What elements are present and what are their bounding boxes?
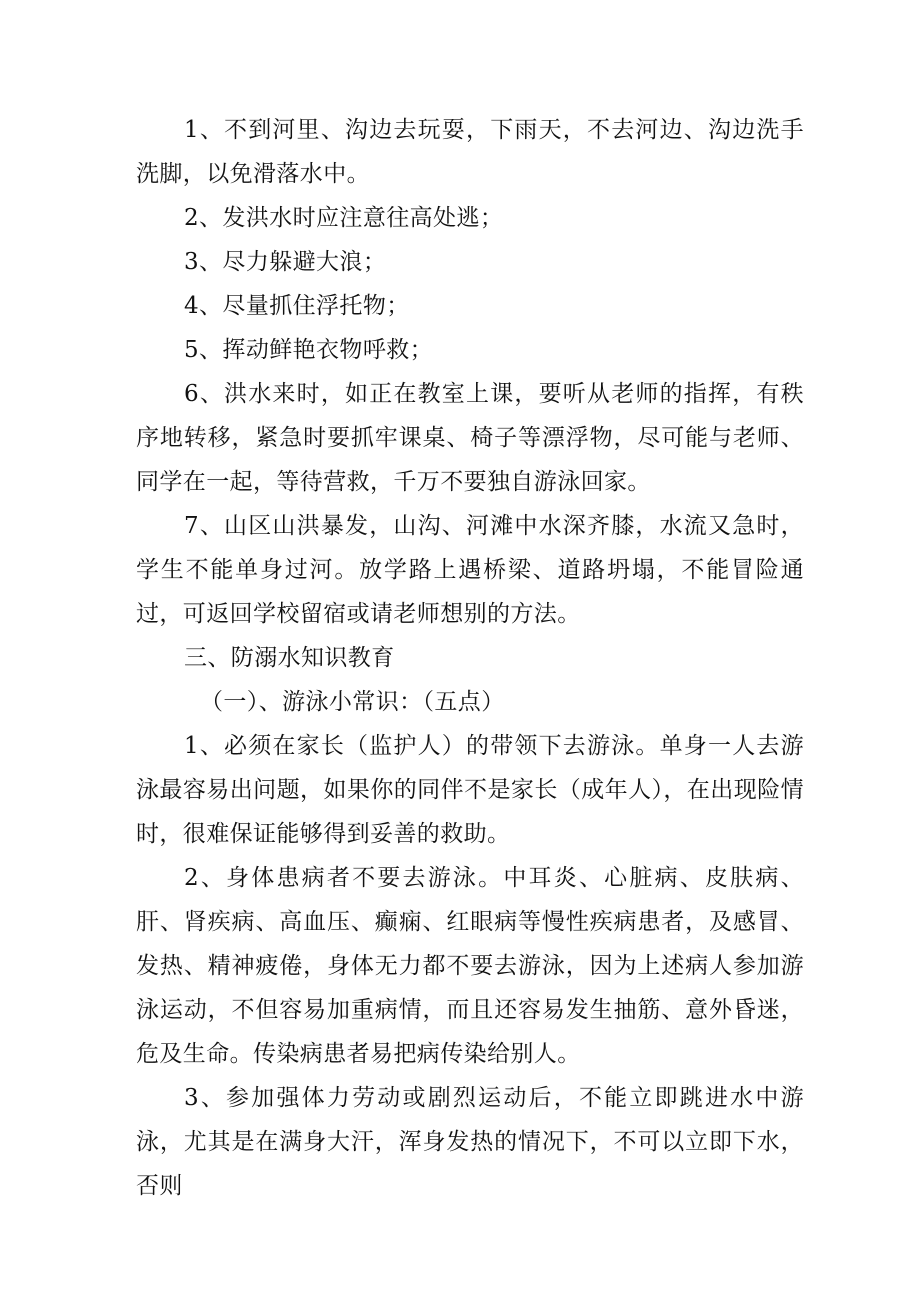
section-heading-drowning-education: 三、防溺水知识教育: [184, 645, 395, 671]
paragraph-flood-high-ground: 2、发洪水时应注意往高处逃；: [184, 205, 504, 231]
paragraph-mountain-flood: 7、山区山洪暴发，山沟、河滩中水深齐膝，水流又急时，学生不能单身过河。放学路上遇桥梁、道路坍塌，不能冒险通过，可返回学校留宿或请老师想别的方法。: [136, 513, 804, 627]
paragraph-avoid-waves: 3、尽力躲避大浪；: [184, 249, 387, 275]
document-body: [136, 108, 804, 1208]
paragraph-classroom-flood: 6、洪水来时，如正在教室上课，要听从老师的指挥，有秩序地转移，紧急时要抓牢课桌、椅子等漂浮物，尽可能与老师、同学在一起，等待营救，千万不要独自游泳回家。: [136, 381, 804, 495]
paragraph-parent-supervision: 1、必须在家长（监护人）的带领下去游泳。单身一人去游泳最容易出问题，如果你的同伴不是家长（成年人），在出现险情时，很难保证能够得到妥善的救助。: [136, 733, 804, 847]
paragraph-river-safety: 1、不到河里、沟边去玩耍，下雨天，不去河边、沟边洗手洗脚，以免滑落水中。: [136, 117, 804, 187]
paragraph-wave-clothes: 5、挥动鲜艳衣物呼救；: [184, 337, 434, 363]
paragraph-illness-no-swimming: 2、身体患病者不要去游泳。中耳炎、心脏病、皮肤病、肝、肾疾病、高血压、癫痫、红眼病等慢性疾病患者，及感冒、发热、精神疲倦，身体无力都不要去游泳，因为上述病人参加游泳运动，不但容易加重病情，而且还容易发生抽筋、意外昏迷，危及生命。传染病患者易把病传染给别人。: [136, 865, 804, 1067]
subsection-heading-swimming-tips: （一）、游泳小常识：（五点）: [200, 689, 505, 715]
paragraph-after-exercise: 3、参加强体力劳动或剧烈运动后，不能立即跳进水中游泳，尤其是在满身大汗，浑身发热的情况下，不可以立即下水，否则: [136, 1085, 804, 1199]
paragraph-floating-object: 4、尽量抓住浮托物；: [184, 293, 410, 319]
